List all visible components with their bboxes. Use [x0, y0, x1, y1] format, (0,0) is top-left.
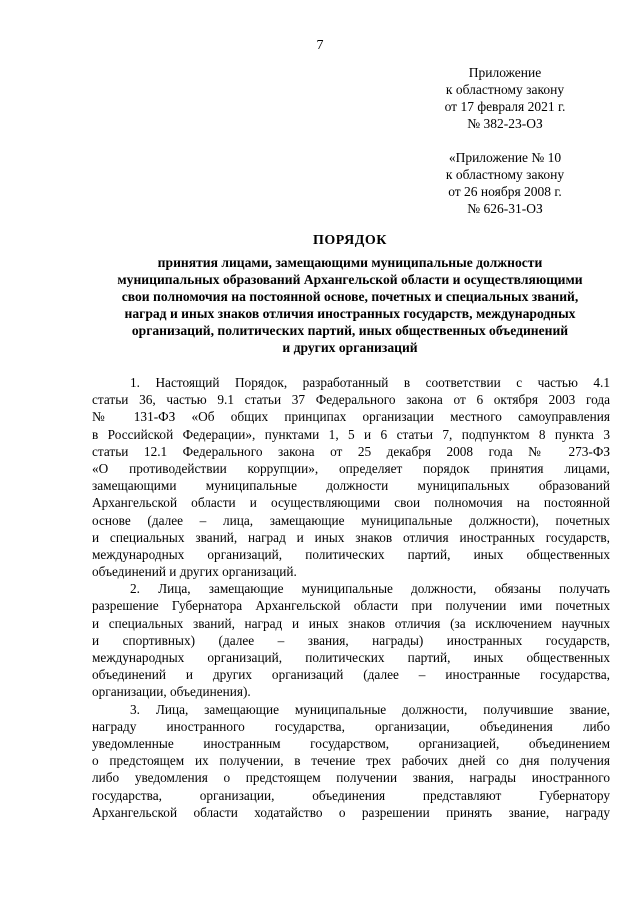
body-line: либо уведомления о предстоящем получении звания, награды иностранного: [92, 770, 610, 786]
paragraph-3: [92, 701, 610, 821]
body-line: 1. Настоящий Порядок, разработанный в соответствии с частью 4.1: [130, 375, 610, 390]
body-line: и спортивных) (далее – звания, награды) иностранных государств,: [92, 632, 610, 648]
subtitle-line: принятия лицами, замещающими муниципальные должности: [157, 255, 543, 270]
body-line: уведомленные иностранным государством, организацией, объединением: [92, 735, 610, 751]
appendix-line: «Приложение № 10: [448, 150, 562, 165]
subtitle-line: наград и иных знаков отличия иностранных государств, международных: [124, 306, 576, 321]
appendix-line: от 17 февраля 2021 г.: [444, 99, 566, 114]
body-line: Архангельской области и осуществляющими свои полномочия на постоянной: [92, 495, 610, 511]
appendix-line: № 382-23-ОЗ: [467, 116, 543, 131]
appendix-line: к областному закону: [445, 82, 565, 97]
body-line: в Российской Федерации», пунктами 1, 5 и 6 статьи 7, подпунктом 8 пункта 3: [92, 426, 610, 442]
subtitle-line: свои полномочия на постоянной основе, почетных и специальных званий,: [121, 289, 579, 304]
appendix-line: № 626-31-ОЗ: [467, 201, 543, 216]
body-line: международных организаций, политических партий, иных общественных: [92, 650, 610, 665]
body-line: замещающими муниципальные должности муниципальных образований: [92, 478, 610, 494]
paragraph-2: [92, 580, 610, 700]
appendix-line: от 26 ноября 2008 г.: [448, 184, 562, 199]
body-line: Архангельской области ходатайство о разрешении принять звание, награду: [92, 804, 610, 820]
subtitle-line: организаций, политических партий, иных общественных объединений: [131, 323, 569, 338]
body-line: № 131-ФЗ «Об общих принципах организации местного самоуправления: [92, 409, 610, 425]
body-line: организации, объединения).: [92, 684, 251, 700]
body-line: «О противодействии коррупции», определяет порядок принятия лицами,: [92, 460, 610, 476]
page-number: 7: [316, 38, 324, 53]
body-line: объединений и других организаций (далее – иностранные государства,: [92, 667, 610, 683]
body-line: 2. Лица, замещающие муниципальные должности, обязаны получать: [130, 581, 610, 597]
body-line: и специальных званий, наград и иных знаков отличия иностранных государств,: [92, 529, 610, 545]
body-line: статьи 12.1 Федерального закона от 25 декабря 2008 года № 273-ФЗ: [92, 443, 610, 459]
body-line: основе (далее – лица, замещающие муниципальные должности), почетных: [92, 512, 610, 528]
body-line: разрешение Губернатора Архангельской области при получении ими почетных: [92, 598, 610, 614]
body-line: государства, организации, объединения представляют Губернатору: [92, 787, 610, 803]
appendix-line: Приложение: [468, 65, 542, 80]
appendix-current-header: [415, 64, 595, 132]
paragraph-1: [92, 374, 610, 580]
subtitle-line: муниципальных образований Архангельской области и осуществляющими: [117, 272, 583, 287]
document-title: ПОРЯДОК: [313, 233, 387, 248]
document-subtitle: [80, 254, 620, 356]
body-line: и специальных званий, наград и иных знаков отличия (за исключением научных: [92, 615, 610, 631]
subtitle-line: и других организаций: [282, 340, 418, 355]
body-line: о предстоящем их получении, в течение трех рабочих дней со дня получения: [92, 753, 610, 769]
appendix-line: к областному закону: [445, 167, 565, 182]
body-line: статьи 36, частью 9.1 статьи 37 Федерального закона от 6 октября 2003 года: [92, 392, 610, 408]
body-line: награду иностранного государства, организации, объединения либо: [92, 718, 610, 734]
appendix-original-header: [415, 149, 595, 217]
document-body: [92, 374, 610, 821]
body-line: объединений и других организаций.: [92, 564, 297, 580]
body-line: 3. Лица, замещающие муниципальные должности, получившие звание,: [130, 701, 610, 717]
body-line: международных организаций, политических партий, иных общественных: [92, 546, 610, 562]
